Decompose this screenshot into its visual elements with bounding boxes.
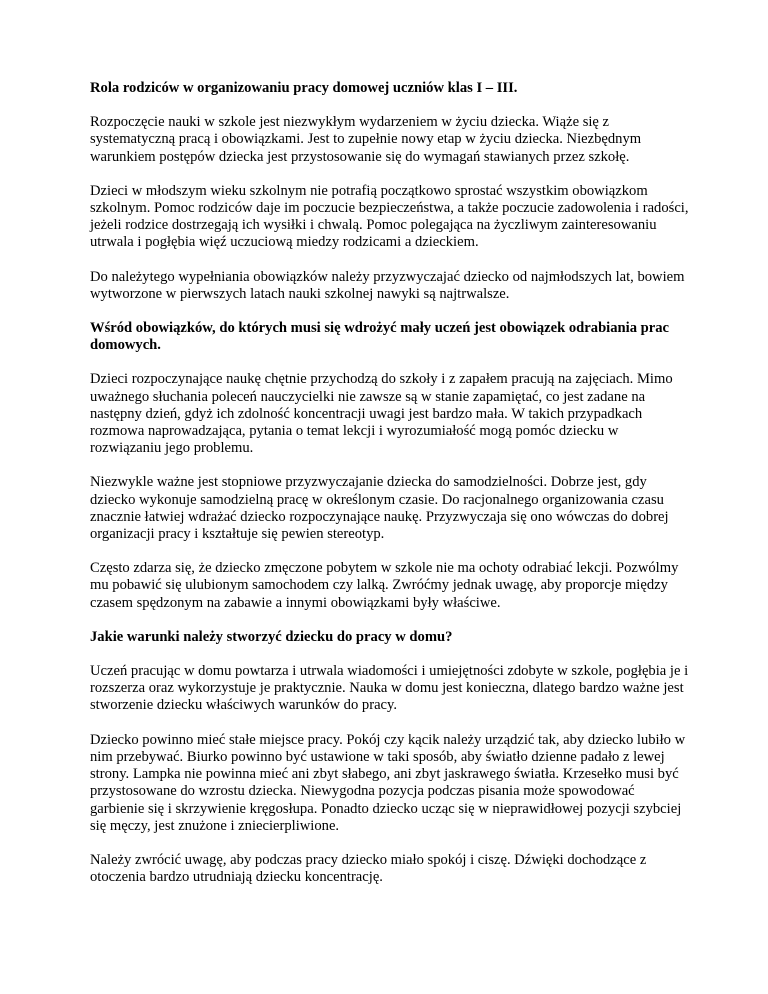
paragraph-intro: Rozpoczęcie nauki w szkole jest niezwykłym wydarzeniem w życiu dziecka. Wiąże się z systematyczną pracą i obowiązkami. Jest to zupełnie nowy etap w życiu dziecka. Niezbędnym warunkiem postępów dziecka jest przystosowanie się do wymagań stawianych przez szkołę. xyxy=(90,114,642,165)
paragraph-parental-help: Dzieci w młodszym wieku szkolnym nie potrafią początkowo sprostać wszystkim obowiązkom szkolnym. Pomoc rodziców daje im poczucie bezpieczeństwa, a także poczucie zadowolenia i radości, jeżeli rodzice dostrzegają ich wysiłki i chwalą. Pomoc polegająca na życzliwym zainteresowaniu utrwala i pogłębia więź uczuciową miedzy rodzicami a dzieckiem. xyxy=(90,182,689,251)
paragraph-home-learning: Uczeń pracując w domu powtarza i utrwala wiadomości i umiejętności zdobyte w szkole, pogłębia je i rozszerza oraz wykorzystuje je praktycznie. Nauka w domu jest konieczna, dlatego bardzo ważne jest stworzenie dziecku właściwych warunków do pracy. xyxy=(90,663,689,714)
paragraph-workplace: Dziecko powinno mieć stałe miejsce pracy. Pokój czy kącik należy urządzić tak, aby dziecko lubiło w nim przebywać. Biurko powinno być ustawione w taki sposób, aby światło dzienne padało z lewej strony. Lampka nie powinna mieć ani zbyt słabego, ani zbyt jaskrawego światła. Krzesełko musi być przystosowane do wzrostu dziecka. Niewygodna pozycja podczas pisania może spowodować garbienie się i skrzywienie kręgosłupa. Ponadto dziecko ucząc się w nieprawidłowej pozycji szybciej się męczy, jest znużone i zniecierpliwione. xyxy=(90,731,686,834)
paragraph-independence: Niezwykle ważne jest stopniowe przyzwyczajanie dziecka do samodzielności. Dobrze jest, gdy dziecko wykonuje samodzielną pracę w określonym czasie. Do racjonalnego organizowania czasu znacznie łatwiej wdrażać dziecko rozpoczynające naukę. Przyzwyczaja się ono wówczas do dobrej organizacji pracy i kształtuje się pewien stereotyp. xyxy=(90,474,669,543)
section-heading-conditions: Jakie warunki należy stworzyć dziecku do pracy w domu? xyxy=(90,628,453,645)
paragraph-play-balance: Często zdarza się, że dziecko zmęczone pobytem w szkole nie ma ochoty odrabiać lekcji. Pozwólmy mu pobawić się ulubionym samochodem czy lalką. Zwróćmy jednak uwagę, aby proporcje między czasem spędzonym na zabawie a innymi obowiązkami były właściwe. xyxy=(90,560,679,611)
document-title: Rola rodziców w organizowaniu pracy domowej uczniów klas I – III. xyxy=(90,80,518,96)
document-page xyxy=(90,80,690,903)
section-heading-homework: Wśród obowiązków, do których musi się wdrożyć mały uczeń jest obowiązek odrabiania prac domowych. xyxy=(90,320,670,354)
paragraph-habits: Do należytego wypełniania obowiązków należy przyzwyczajać dziecko od najmłodszych lat, bowiem wytworzone w pierwszych latach nauki szkolnej nawyki są najtrwalsze. xyxy=(90,268,685,302)
paragraph-concentration: Dzieci rozpoczynające naukę chętnie przychodzą do szkoły i z zapałem pracują na zajęciach. Mimo uważnego słuchania poleceń nauczycielki nie zawsze są w stanie zapamiętać, co jest zadane na następny dzień, gdyż ich zdolność koncentracji uwagi jest bardzo mała. W takich przypadkach rozmowa naprowadzająca, pytania o temat lekcji i wyrozumiałość mogą pomóc dziecku w rozwiązaniu jego problemu. xyxy=(90,371,673,457)
paragraph-quiet: Należy zwrócić uwagę, aby podczas pracy dziecko miało spokój i ciszę. Dźwięki dochodzące z otoczenia bardzo utrudniają dziecku koncentrację. xyxy=(90,851,647,886)
